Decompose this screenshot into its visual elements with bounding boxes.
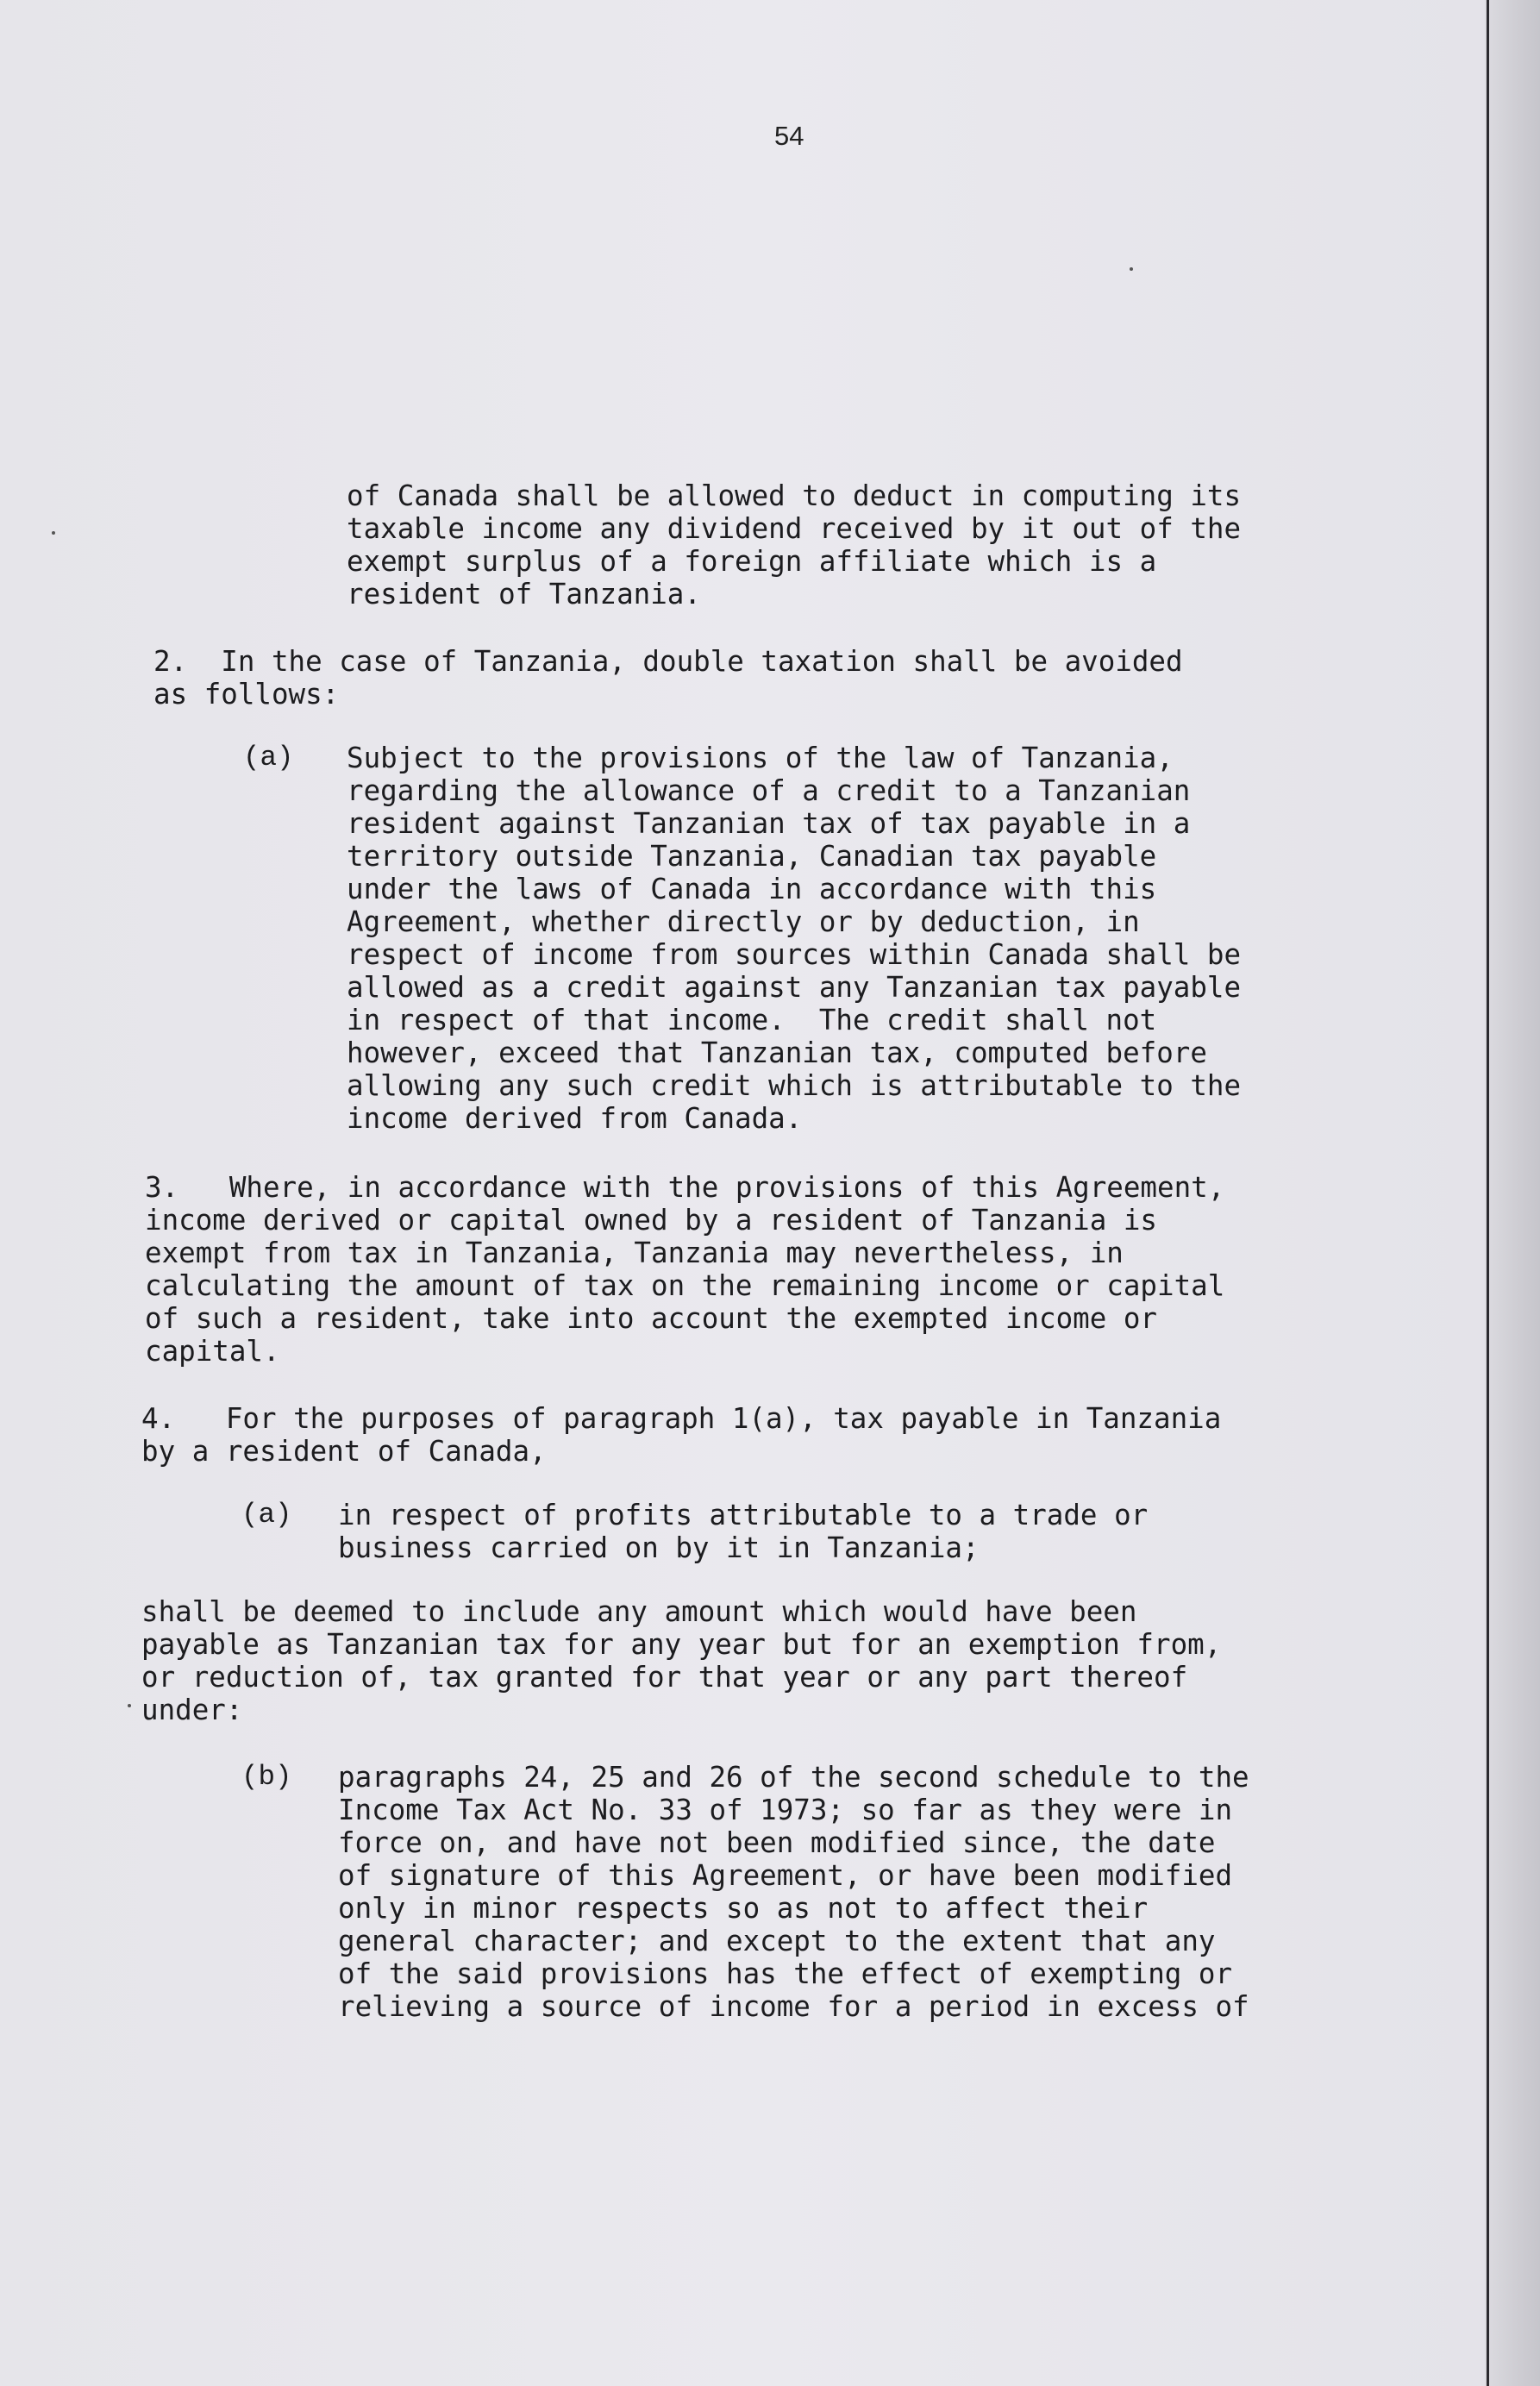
paragraph-3: 3. Where, in accordance with the provisions of this Agreement, income derived or capital owned by a resident of Tanzania is exempt from tax in Tanzania, Tanzania may nevertheless, in calculating the amount of tax on the remaining income or capital of such a resident, take into account the exempted income or capital.: [145, 1171, 1225, 1368]
paragraph-4-continuation: shall be deemed to include any amount which would have been payable as Tanzanian tax for any year but for an exemption from, or reduction of, tax granted for that year or any part thereof under:: [141, 1595, 1222, 1726]
paragraph-4b: paragraphs 24, 25 and 26 of the second schedule to the Income Tax Act No. 33 of 1973; so far as they were in force on, and have not been modified since, the date of signature of this Agreement, or have been modified only in minor respects so as not to affect their general character; and except to the extent that any of the said provisions has the effect of exempting or relieving a source of income for a period in excess of: [338, 1761, 1249, 2023]
paragraph-2a: Subject to the provisions of the law of Tanzania, regarding the allowance of a credit to a Tanzanian resident against Tanzanian tax of tax payable in a territory outside Tanzania, Canadian tax payable under the laws of Canada in accordance with this Agreement, whether directly or by deduction, in respect of income from sources within Canada shall be allowed as a credit against any Tanzanian tax payable in respect of that income. The credit shall not however, exceed that Tanzanian tax, computed before allowing any such credit which is attributable to the income derived from Canada.: [347, 742, 1242, 1135]
scan-speck: [52, 531, 55, 535]
page-number: 54: [774, 121, 804, 151]
scan-speck: [1130, 267, 1133, 271]
paragraph-2: 2. In the case of Tanzania, double taxation shall be avoided as follows:: [153, 645, 1183, 711]
book-binding-edge: [1485, 0, 1540, 2386]
book-gutter-line: [1487, 0, 1489, 2386]
paragraph-4a: in respect of profits attributable to a trade or business carried on by it in Tanzania;: [338, 1499, 1149, 1564]
paragraph-4: 4. For the purposes of paragraph 1(a), tax payable in Tanzania by a resident of Canada,: [141, 1402, 1222, 1468]
scan-speck: [128, 1704, 131, 1707]
paragraph-1-continuation: of Canada shall be allowed to deduct in computing its taxable income any dividend received by it out of the exempt surplus of a foreign affiliate which is a resident of Tanzania.: [347, 479, 1242, 611]
paragraph-4a-label: (a): [241, 1499, 292, 1531]
paragraph-4b-label: (b): [241, 1761, 292, 1793]
paragraph-2a-label: (a): [243, 742, 294, 773]
